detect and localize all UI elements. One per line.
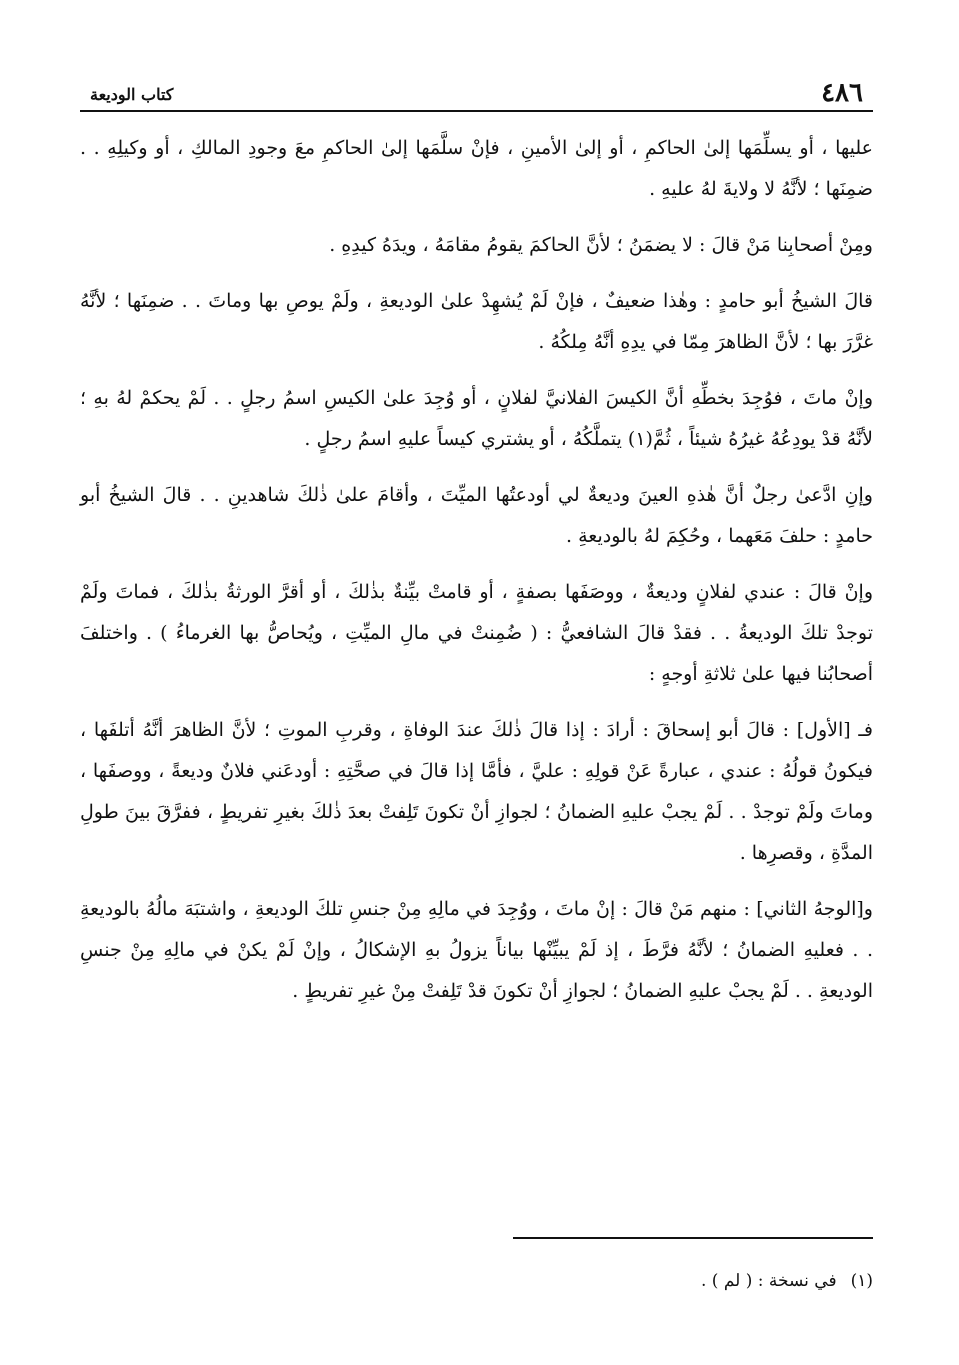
book-page: [80, 70, 873, 1320]
paragraph-3: قالَ الشيخُ أبو حامدٍ : وهٰذا ضعيفٌ ، فإنْ لَمْ يُشهِدْ علىٰ الوديعةِ ، ولَمْ يوصِ بها وماتَ . . ضمِنَها ؛ لأنَّهُ غرَّرَ بها ؛ لأنَّ الظاهرَ مِمّا في يدِهِ أنَّهُ مِلكُهُ .: [80, 290, 873, 353]
paragraph-4: وإنْ ماتَ ، فوُجِدَ بخطِّهِ أنَّ الكيسَ الفلانيَّ لفلانٍ ، أو وُجِدَ علىٰ الكيسِ اسمُ رجلٍ . . لَمْ يحكمْ لهُ بهِ ؛ لأنَّهُ قدْ يودِعُهُ غيرُهُ شيئاً ، ثُمَّ(١) يتملَّكُهُ ، أو يشتري كيساً عليهِ اسمُ رجلٍ .: [80, 387, 873, 450]
paragraph-2: ومِنْ أصحابِنا مَنْ قالَ : لا يضمَنُ ؛ لأنَّ الحاكمَ يقومُ مقامَهُ ، ويدَهُ كيدِهِ .: [329, 234, 873, 256]
paragraph-8: و[الوجهُ الثاني] : منهم مَنْ قالَ : إنْ ماتَ ، ووُجِدَ في مالِهِ مِنْ جنسِ تلكَ الوديعةِ ، واشتبَهَ مالُهُ بالوديعةِ . . فعليهِ الضمانُ ؛ لأنَّهُ فرَّطَ ، إذ لَمْ يبيِّنْها بياناً يزولُ بهِ الإشكالُ ، وإنْ لَمْ يكنْ في مالِهِ مِنْ جنسِ الوديعةِ . . لَمْ يجبْ عليهِ الضمانُ ؛ لجوازِ أنْ تكونَ قدْ تَلِفتْ مِنْ غيرِ تفريطٍ .: [80, 898, 873, 1002]
page-number: ٤٨٦: [821, 78, 863, 108]
footnote-number: (١): [850, 1271, 873, 1291]
book-title: كتاب الوديعة: [90, 85, 174, 104]
footnote-divider: [513, 1237, 873, 1239]
paragraph-6: وإنْ قالَ : عندي لفلانٍ وديعةٌ ، ووصَفَها بصفةٍ ، أو قامتْ بيِّنةٌ بذٰلكَ ، أو أقرَّ الورثةُ بذٰلكَ ، فماتَ ولَمْ توجدْ تلكَ الوديعةُ . . فقدْ قالَ الشافعيُّ : ( ضُمِنتْ في مالِ الميِّتِ ، ويُحاصُّ بها الغرماءُ ) . واختلفَ أصحابُنا فيها علىٰ ثلاثةِ أوجهٍ :: [80, 581, 873, 685]
footnote: [701, 1268, 873, 1294]
paragraph-1: عليها ، أو يسلِّمَها إلىٰ الحاكمِ ، أو إلىٰ الأمينِ ، فإنْ سلَّمَها إلىٰ الحاكمِ معَ وجودِ المالكِ ، أو وكيلِهِ . . ضمِنَها ؛ لأنَّهُ لا ولايةَ لهُ عليهِ .: [80, 137, 873, 200]
footnote-text: في نسخة : ( لم ) .: [700, 1271, 837, 1291]
paragraph-7: فـ [الأول] : قالَ أبو إسحاقَ : أرادَ : إذا قالَ ذٰلكَ عندَ الوفاةِ ، وقربِ الموتِ ؛ لأنَّ الظاهرَ أنَّهُ أتلفَها ، فيكونُ قولُهُ : عندي ، عبارةً عَنْ قولِهِ : عليَّ ، فأمَّا إذا قالَ في صحَّتِهِ : أودعَني فلانٌ وديعةً ، ووصفَها ، وماتَ ولَمْ توجدْ . . لَمْ يجبْ عليهِ الضمانُ ؛ لجوازِ أنْ تكونَ تَلِفتْ بعدَ ذٰلكَ بغيرِ تفريطٍ ، ففرَّقَ بينَ طولِ المدَّةِ ، وقصرِها .: [80, 719, 873, 864]
paragraph-5: وإنِ ادَّعىٰ رجلٌ أنَّ هٰذهِ العينَ وديعةٌ لي أودعتُها الميِّتَ ، وأقامَ علىٰ ذٰلكَ شاهدينِ . . قالَ الشيخُ أبو حامدٍ : حلفَ مَعَهما ، وحُكِمَ لهُ بالوديعةِ .: [80, 484, 873, 547]
body-text: [80, 128, 873, 1027]
running-header: [80, 70, 873, 112]
